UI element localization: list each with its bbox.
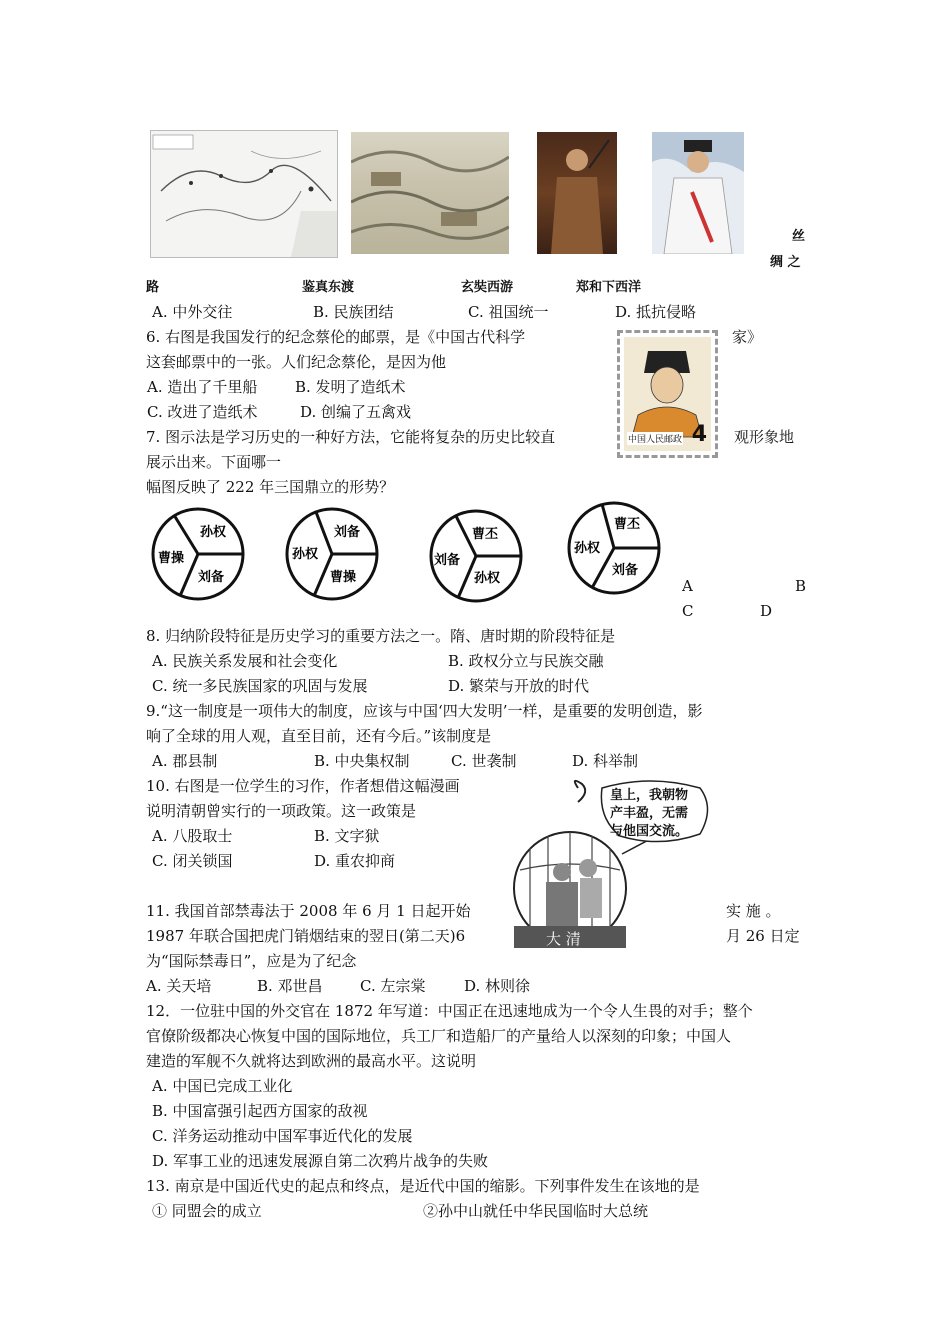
cage-label: 大 清 [546, 930, 581, 948]
q8-option-d: D. 繁荣与开放的时代 [448, 677, 590, 695]
q8-option-b: B. 政权分立与民族交融 [448, 652, 604, 670]
caption-silk-3: 路 [146, 280, 160, 295]
qing-cage-cartoon [510, 778, 715, 950]
pie-diagram-a [150, 506, 246, 602]
q11-option-b: B. 邓世昌 [257, 977, 323, 995]
pie-b-left-label: 孙权 [292, 547, 319, 562]
q6-option-c: C. 改进了造纸术 [147, 403, 258, 421]
stamp-country-text: 中国人民邮政 [627, 432, 683, 445]
q12-line2: 官僚阶级都决心恢复中国的国际地位，兵工厂和造船厂的产量给人以深刻的印象；中国人 [146, 1027, 732, 1045]
q11-line1-end: 实 施 。 [726, 902, 781, 920]
q10-line2: 说明清朝曾实行的一项政策。这一政策是 [146, 802, 417, 820]
q7-line3: 幅图反映了 222 年三国鼎立的形势？ [146, 478, 395, 496]
q11-option-c: C. 左宗棠 [360, 977, 426, 995]
pie-a-top-label: 孙权 [200, 525, 227, 540]
cailun-stamp-image [617, 330, 718, 458]
q8-stem: 8. 归纳阶段特征是历史学习的重要方法之一。隋、唐时期的阶段特征是 [146, 627, 616, 645]
q9-option-b: B. 中央集权制 [314, 752, 410, 770]
q10-line1: 10. 右图是一位学生的习作，作者想借这幅漫画 [146, 777, 460, 795]
q7-label-d: D [760, 602, 773, 620]
q13-item-1: ① 同盟会的成立 [152, 1202, 262, 1220]
q7-line2: 展示出来。下面哪一 [146, 453, 282, 471]
q11-line2-end: 月 26 日定 [726, 927, 800, 945]
q6-option-a: A. 造出了千里船 [147, 378, 258, 396]
zhenghe-portrait-image [652, 132, 744, 254]
q12-option-a: A. 中国已完成工业化 [152, 1077, 293, 1095]
caption-zhenghe: 郑和下西洋 [576, 280, 642, 295]
pie-d-left-label: 孙权 [574, 541, 601, 556]
q5-option-d: D. 抵抗侵略 [615, 303, 697, 321]
q8-option-a: A. 民族关系发展和社会变化 [152, 652, 338, 670]
q12-line3: 建造的军舰不久就将达到欧洲的最高水平。这说明 [146, 1052, 477, 1070]
pie-d-top-label: 曹丕 [614, 517, 641, 532]
stamp-value: 4 [691, 422, 707, 447]
admiral-figure-icon [652, 132, 744, 254]
pie-b-top-label: 刘备 [334, 525, 361, 540]
q6-line1-end: 家》 [732, 328, 763, 346]
q9-option-a: A. 郡县制 [152, 752, 218, 770]
q13-item-2: ②孙中山就任中华民国临时大总统 [423, 1202, 649, 1220]
q13-stem: 13. 南京是中国近代史的起点和终点，是近代中国的缩影。下列事件发生在该地的是 [146, 1177, 700, 1195]
q6-option-b: B. 发明了造纸术 [295, 378, 406, 396]
pie-diagram-d [566, 500, 662, 596]
speech-bubble-line1: 皇上，我朝物 [610, 788, 689, 803]
q9-line2: 响了全球的用人观，直至目前，还有今后。”该制度是 [146, 727, 492, 745]
q10-option-d: D. 重农抑商 [314, 852, 396, 870]
pie-diagram-c [428, 508, 524, 604]
pie-c-left-label: 刘备 [434, 553, 461, 568]
q10-option-a: A. 八股取士 [152, 827, 233, 845]
caption-xuanzang: 玄奘西游 [461, 280, 514, 295]
silk-road-map-image [150, 130, 338, 258]
speech-bubble-line2: 产丰盈，无需 [610, 806, 689, 821]
jianzhen-painting-image [351, 132, 509, 254]
q11-line3: 为“国际禁毒日”，应是为了纪念 [146, 952, 357, 970]
q9-line1: 9.“这一制度是一项伟大的制度，应该与中国‘四大发明’一样，是重要的发明创造，影 [146, 702, 703, 720]
pie-b-right-label: 曹操 [330, 570, 357, 585]
pie-diagram-b [284, 506, 380, 602]
q6-line2: 这套邮票中的一张。人们纪念蔡伦，是因为他 [146, 353, 447, 371]
caption-silk-2: 绸 之 [770, 255, 801, 270]
speech-bubble-line3: 与他国交流。 [610, 824, 689, 839]
q7-line1-end: 观形象地 [734, 428, 795, 446]
q11-line2: 1987 年联合国把虎门销烟结束的翌日(第二天)6 [146, 927, 466, 945]
painting-icon [351, 132, 509, 254]
q11-line1: 11. 我国首部禁毒法于 2008 年 6 月 1 日起开始 [146, 902, 471, 920]
q5-option-c: C. 祖国统一 [468, 303, 549, 321]
xuanzang-portrait-image [537, 132, 617, 254]
pie-c-right-label: 孙权 [474, 571, 501, 586]
q11-option-a: A. 关天培 [146, 977, 212, 995]
q9-option-c: C. 世袭制 [451, 752, 517, 770]
caption-silk-1: 丝 [792, 229, 806, 244]
monk-figure-icon [537, 132, 617, 254]
q8-option-c: C. 统一多民族国家的巩固与发展 [152, 677, 368, 695]
q5-option-b: B. 民族团结 [313, 303, 394, 321]
q5-option-a: A. 中外交往 [152, 303, 233, 321]
q12-line1: 12．一位驻中国的外交官在 1872 年写道：中国正在迅速地成为一个令人生畏的对手；整个 [146, 1002, 753, 1020]
q12-option-b: B. 中国富强引起西方国家的敌视 [152, 1102, 368, 1120]
q7-label-a: A [682, 577, 693, 595]
q7-label-c: C [682, 602, 694, 620]
q6-line1: 6. 右图是我国发行的纪念蔡伦的邮票，是《中国古代科学 [146, 328, 526, 346]
q12-option-d: D. 军事工业的迅速发展源自第二次鸦片战争的失败 [152, 1152, 489, 1170]
q6-option-d: D. 创编了五禽戏 [300, 403, 412, 421]
q9-option-d: D. 科举制 [572, 752, 639, 770]
q10-option-b: B. 文字狱 [314, 827, 380, 845]
pie-a-left-label: 曹操 [158, 551, 185, 566]
pie-d-right-label: 刘备 [612, 563, 639, 578]
q10-option-c: C. 闭关锁国 [152, 852, 233, 870]
q7-line1: 7. 图示法是学习历史的一种好方法，它能将复杂的历史比较直 [146, 428, 556, 446]
q11-option-d: D. 林则徐 [464, 977, 531, 995]
map-icon [151, 131, 337, 257]
q7-label-b: B [795, 577, 807, 595]
pie-a-right-label: 刘备 [198, 570, 225, 585]
caption-jianzhen: 鉴真东渡 [302, 280, 355, 295]
q12-option-c: C. 洋务运动推动中国军事近代化的发展 [152, 1127, 413, 1145]
pie-c-top-label: 曹丕 [472, 527, 499, 542]
